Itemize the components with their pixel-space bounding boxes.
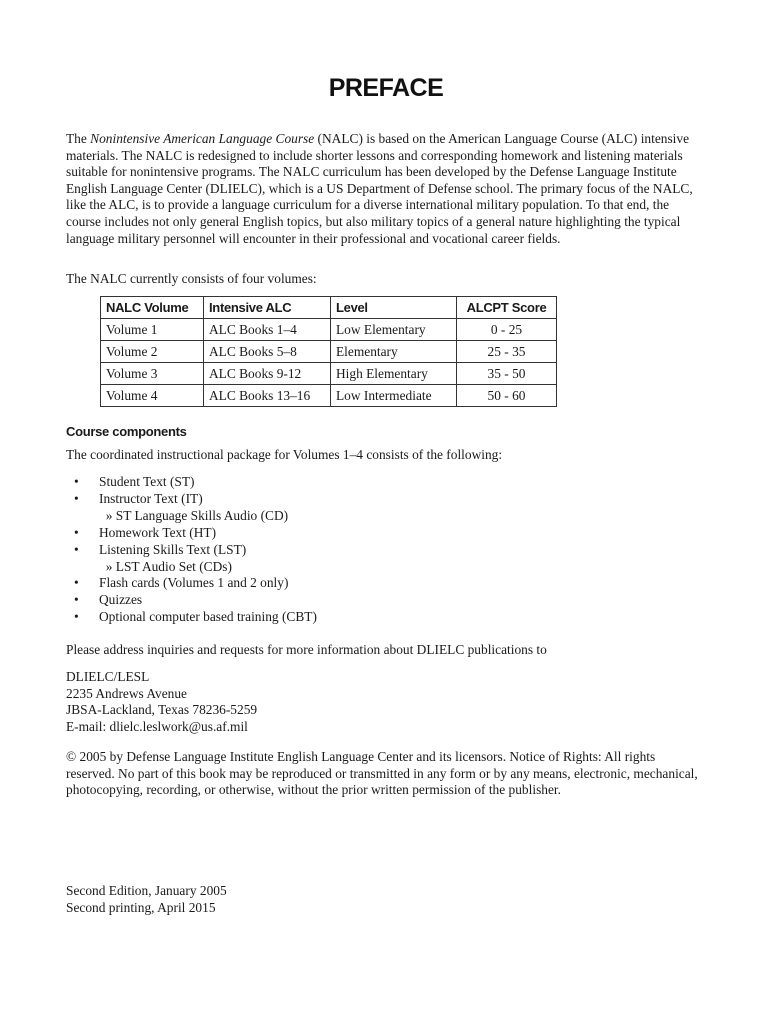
mailing-address	[66, 669, 706, 735]
address-city: JBSA-Lackland, Texas 78236-5259	[66, 702, 258, 718]
list-item-label: Student Text (ST)	[99, 474, 195, 489]
list-item	[66, 525, 317, 542]
sub-list-item	[66, 559, 317, 576]
cell-score: 35 - 50	[457, 363, 557, 385]
intro-prefix: The	[66, 131, 91, 146]
cell-score: 50 - 60	[457, 385, 557, 407]
course-components-heading: Course components	[66, 424, 187, 439]
list-item-label: Quizzes	[99, 592, 143, 608]
list-item-label: Homework Text (HT)	[99, 524, 217, 540]
list-item	[66, 491, 317, 508]
edition-info	[66, 883, 706, 916]
sub-arrow-icon: »	[105, 507, 113, 523]
table-row	[101, 363, 557, 385]
cell-level: Low Elementary	[331, 319, 457, 341]
cell-volume: Volume 3	[101, 363, 204, 385]
list-item-label: Flash cards (Volumes 1 and 2 only)	[99, 575, 289, 591]
course-name: Nonintensive American Language Course	[90, 131, 315, 146]
list-item-label: ST Language Skills Audio (CD)	[115, 507, 289, 523]
list-item-label: Optional computer based training (CBT)	[99, 609, 317, 625]
volumes-intro: The NALC currently consists of four volumes:	[66, 271, 317, 286]
bullet-icon: •	[74, 575, 79, 591]
bullet-icon: •	[74, 592, 79, 608]
address-email: E-mail: dlielc.leslwork@us.af.mil	[66, 718, 248, 734]
list-item-label: LST Audio Set (CDs)	[115, 558, 232, 574]
cell-alc-books: ALC Books 9-12	[204, 363, 331, 385]
cell-score: 0 - 25	[457, 319, 557, 341]
sub-arrow-icon: »	[105, 558, 113, 574]
cell-alc-books: ALC Books 1–4	[204, 319, 331, 341]
inquiries-text: Please address inquiries and requests for more information about DLIELC publications to	[66, 642, 547, 657]
page-title: PREFACE	[328, 74, 444, 102]
printing-date: Second printing, April 2015	[66, 899, 216, 915]
copyright-notice: © 2005 by Defense Language Institute English Language Center and its licensors. Notice of Rights: All rights reserved. No part of this book may be reproduced or transmitted in any form or by any means, electronic, mechanical, photocopying, recording, or otherwise, without the prior written permission of the publisher.	[66, 749, 698, 798]
intro-body: (NALC) is based on the American Language Course (ALC) intensive materials. The NALC is redesigned to include shorter lessons and corresponding homework and listening materials suitable for nonintensive programs. The NALC curriculum has been developed by the Defense Language Institute English Language Center (DLIELC), which is a US Department of Defense school. The primary focus of the NALC, like the ALC, is to provide a language curriculum for a diverse international military population. To that end, the course includes not only general English topics, but also military topics of a general nature highlighting the typical language military personnel will encounter in their professional and vocational career fields.	[66, 131, 693, 246]
table-row	[101, 319, 557, 341]
cell-level: High Elementary	[331, 363, 457, 385]
bullet-icon: •	[74, 609, 79, 625]
address-org: DLIELC/LESL	[66, 669, 150, 684]
bullet-icon: •	[74, 490, 79, 506]
list-item	[66, 609, 317, 626]
intro-paragraph	[66, 131, 706, 247]
cell-level: Low Intermediate	[331, 385, 457, 407]
sub-list-item	[66, 508, 317, 525]
list-item	[66, 592, 317, 609]
bullet-icon: •	[74, 524, 79, 540]
cell-volume: Volume 1	[101, 319, 204, 341]
list-item-label: Instructor Text (IT)	[99, 490, 203, 506]
volumes-table	[100, 296, 557, 407]
header-nalc-volume: NALC Volume	[101, 297, 204, 319]
cell-volume: Volume 2	[101, 341, 204, 363]
header-intensive-alc: Intensive ALC	[204, 297, 331, 319]
cell-alc-books: ALC Books 5–8	[204, 341, 331, 363]
cell-score: 25 - 35	[457, 341, 557, 363]
list-item	[66, 474, 317, 491]
address-street: 2235 Andrews Avenue	[66, 685, 187, 701]
cell-volume: Volume 4	[101, 385, 204, 407]
components-intro: The coordinated instructional package for Volumes 1–4 consists of the following:	[66, 447, 503, 462]
list-item	[66, 575, 317, 592]
list-item	[66, 542, 317, 559]
table-header-row	[101, 297, 557, 319]
bullet-icon: •	[74, 474, 79, 489]
cell-level: Elementary	[331, 341, 457, 363]
table-row	[101, 385, 557, 407]
list-item-label: Listening Skills Text (LST)	[99, 541, 247, 557]
table-row	[101, 341, 557, 363]
header-alcpt-score: ALCPT Score	[457, 297, 557, 319]
components-list	[66, 474, 317, 626]
edition-date: Second Edition, January 2005	[66, 883, 227, 898]
header-level: Level	[331, 297, 457, 319]
bullet-icon: •	[74, 541, 79, 557]
cell-alc-books: ALC Books 13–16	[204, 385, 331, 407]
